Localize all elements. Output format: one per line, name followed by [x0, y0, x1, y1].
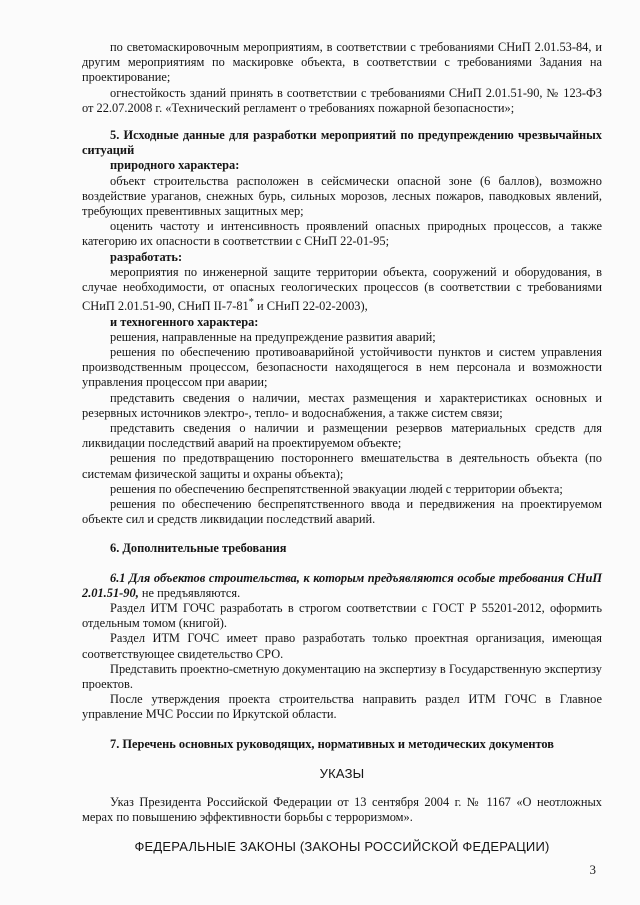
paragraph-a1: Раздел ИТМ ГОЧС разработать в строгом соответствии с ГОСТ Р 55201-2012, оформить отдельным томом (книгой).	[82, 601, 602, 631]
document-body	[82, 40, 602, 855]
paragraph-t3: представить сведения о наличии, местах размещения и характеристиках основных и резервных источников электро-, тепло- и водоснабжения, а также систем связи;	[82, 390, 602, 420]
paragraph-a3: Представить проектно-сметную документацию на экспертизу в Государственную экспертизу проектов.	[82, 661, 602, 692]
section-6-1-heading: 6.1 Для объектов строительства, к которым предъявляются особые требования СНиП 2.01.51-90, не предъявляются.	[82, 570, 602, 600]
develop-heading: разработать:	[110, 249, 183, 264]
paragraph-t6: решения по обеспечению беспрепятственной эвакуации людей с территории объекта;	[110, 481, 563, 496]
federal-laws-heading: ФЕДЕРАЛЬНЫЕ ЗАКОНЫ (ЗАКОНЫ РОССИЙСКОЙ ФЕДЕРАЦИИ)	[134, 839, 550, 855]
paragraph-t1: решения, направленные на предупреждение развития аварий;	[110, 329, 436, 344]
paragraph-engineering-protection: мероприятия по инженерной защите территории объекта, сооружений и оборудования, в случае необходимости, от опасных геологических процессов (в соответствии с требованиями СНиП 2.01.51-90, СНиП II-7-81* и СНиП 22-02-2003),	[82, 264, 602, 314]
paragraph-t5: решения по предотвращению постороннего вмешательства в деятельность объекта (по системам физической защиты и охраны объекта);	[82, 451, 602, 481]
paragraph-t2: решения по обеспечению противоаварийной устойчивости пунктов и систем управления производственным процессом, безопасности находящегося в нем персонала и возможности управления процессом при аварии;	[82, 344, 602, 390]
natural-heading: природного характера:	[110, 158, 240, 173]
paragraph-a2: Раздел ИТМ ГОЧС имеет право разработать только проектная организация, имеющая соответствующее свидетельство СРО.	[82, 631, 602, 661]
paragraph-t7: решения по обеспечению беспрепятственного ввода и передвижения на проектируемом объекте сил и средств ликвидации последствий аварий.	[82, 497, 602, 527]
ukazy-heading: УКАЗЫ	[319, 765, 365, 781]
paragraph-frequency: оценить частоту и интенсивность проявлений опасных природных процессов, а также категорию их опасности в соответствии с СНиП 22-01-95;	[82, 219, 602, 249]
section-7-heading: 7. Перечень основных руководящих, нормативных и методических документов	[110, 736, 554, 751]
paragraph-t4: представить сведения о наличии и размещении резервов материальных средств для ликвидации последствий аварий на проектируемом объекте;	[82, 421, 602, 451]
paragraph-camouflage: по светомаскировочным мероприятиям, в соответствии с требованиями СНиП 2.01.53-84, и другим мероприятиям по маскировке объекта, в соответствии с требованиями Задания на проектирование;	[82, 40, 602, 85]
paragraph-a4: После утверждения проекта строительства направить раздел ИТМ ГОЧС в Главное управление МЧС России по Иркутской области.	[82, 692, 602, 722]
paragraph-seismic: объект строительства расположен в сейсмически опасной зоне (6 баллов), возможно воздействие ураганов, снежных бурь, сильных морозов, лесных пожаров, паводковых явлений, требующих превентивных защитных мер;	[82, 173, 602, 219]
paragraph-fire-resistance: огнестойкость зданий принять в соответствии с требованиями СНиП 2.01.51-90, № 123-ФЗ от 22.07.2008 г. «Технический регламент о требованиях пожарной безопасности»;	[82, 85, 602, 115]
page-number: 3	[589, 862, 596, 877]
technogenic-heading: и техногенного характера:	[110, 314, 259, 329]
section-6-heading: 6. Дополнительные требования	[110, 541, 287, 556]
section-5-heading: 5. Исходные данные для разработки мероприятий по предупреждению чрезвычайных ситуаций	[82, 128, 602, 158]
paragraph-decree: Указ Президента Российской Федерации от 13 сентября 2004 г. № 1167 «О неотложных мерах по повышению эффективности борьбы с терроризмом».	[82, 795, 602, 825]
